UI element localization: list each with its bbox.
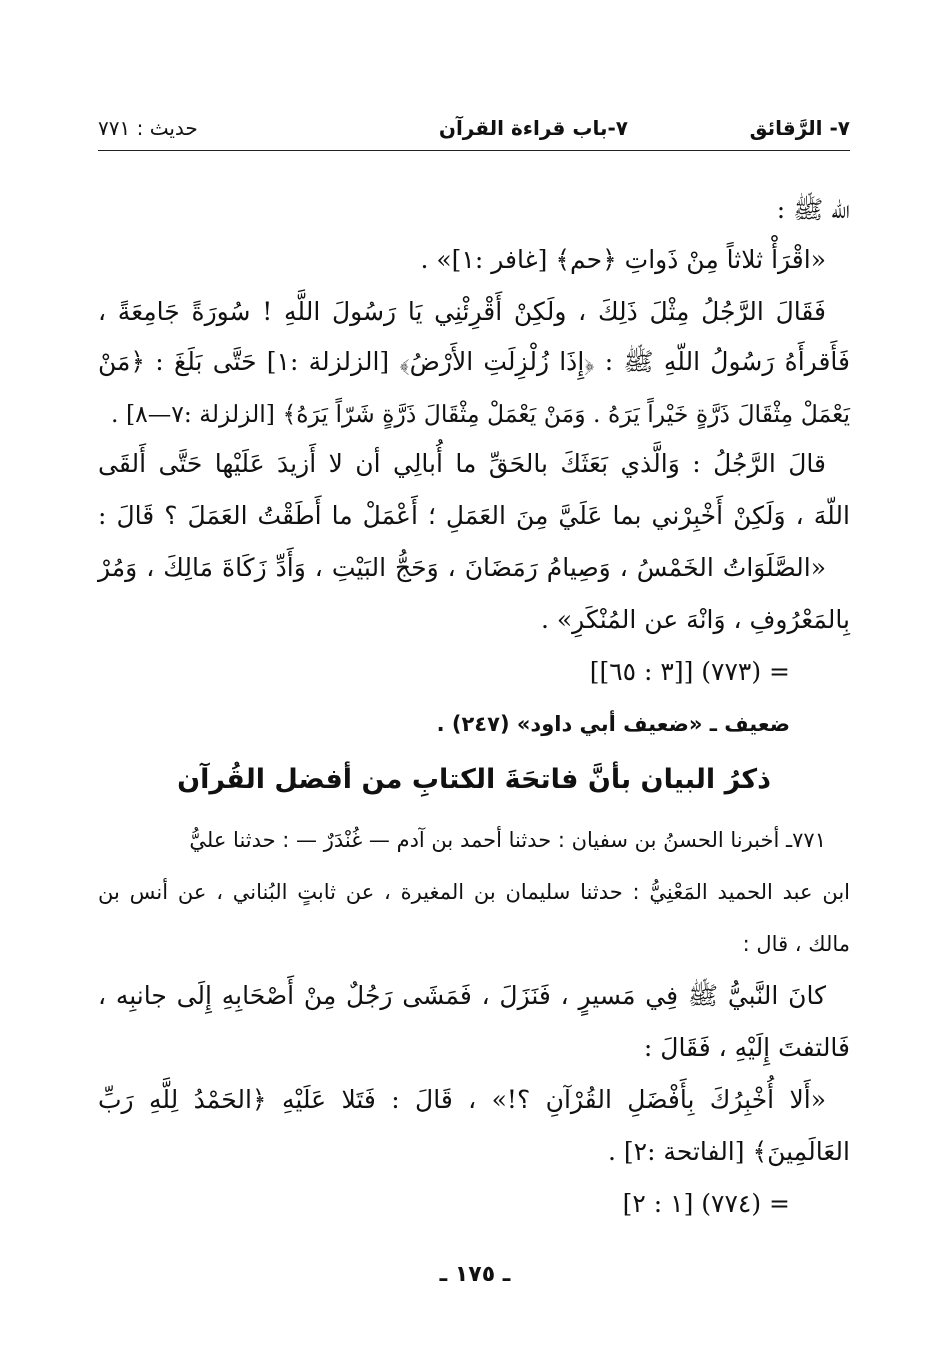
isnad-line: ابن عبد الحميد المَعْنِيُّ : حدثنا سليمان بن المغيرة ، عن ثابتٍ البُناني ، عن أنس بن	[98, 880, 850, 904]
hadith-grade: ضعيف ـ «ضعيف أبي داود» (٢٤٧) .	[436, 712, 790, 736]
text-line: «الصَّلَوَاتُ الخَمْسُ ، وَصِيامُ رَمَضَانَ ، وَحَجُّ البَيْتِ ، وَأَدِّ زَكَاةَ مَالِكَ ، وَمُرْ	[98, 553, 826, 582]
text-line: فَقَالَ الرَّجُلُ مِثْلَ ذَلِكَ ، ولَكِنْ أَقْرِئْنِي يَا رَسُولَ اللَّهِ ! سُورَةً جَامِعَةً ،	[98, 297, 826, 326]
hadith-number-header: حديث : ٧٧١	[98, 116, 198, 140]
text-line: «اقْرَأْ ثلاثاً مِنْ ذَواتِ ﴿حم﴾ [غافر :١]» .	[420, 245, 826, 274]
running-header	[98, 112, 850, 152]
text-line: كانَ النَّبيُّ ﷺ فِي مَسيرٍ ، فَنَزَلَ ، فَمَشَى رَجُلٌ مِنْ أَصْحَابِهِ إِلَى جانبِه ،	[98, 981, 826, 1010]
chapter-heading: ذكرُ البيان بأنَّ فاتحَةَ الكتابِ من أفضل القُرآن	[177, 764, 771, 795]
page-number: ـ ١٧٥ ـ	[439, 1262, 511, 1287]
text-line: اللّهَ ، وَلَكِنْ أَخْبِرْني بما عَلَيَّ مِنَ العَمَلِ ؛ أَعْمَلْ ما أَطَقْتُ العَمَلَ ؟ قَالَ :	[98, 501, 850, 530]
text-line: فَأَقرأَهُ رَسُولُ اللّهِ ﷺ : ﴿إِذَا زُلْزِلَتِ الأَرْضُ﴾ [الزلزلة :١] حَتَّى بَلَغَ : ﴿مَنْ	[98, 347, 850, 376]
isnad-line: مالك ، قال :	[742, 932, 850, 956]
section-title-header: ٧-باب قراءة القرآن	[438, 116, 628, 140]
text-line: اللّه ﷺ :	[776, 195, 850, 224]
isnad-line: ٧٧١ـ أخبرنا الحسنُ بن سفيان : حدثنا أحمد بن آدم — غُنْدَرٌ — : حدثنا عليُّ	[189, 828, 826, 852]
takhrij-ref: = (٧٧٤) [١ : ٢]	[622, 1189, 790, 1218]
text-line: العَالَمِينَ﴾ [الفاتحة :٢] .	[607, 1137, 850, 1166]
text-line: بِالمَعْرُوفِ ، وَانْهَ عن المُنْكَرِ» .	[540, 605, 850, 634]
text-line: «أَلا أُخْبِرُكَ بِأَفْضَلِ القُرْآنِ ؟!» ، قَالَ : فَتَلا عَلَيْهِ ﴿الحَمْدُ لِلَّهِ رَبِّ	[98, 1085, 826, 1114]
chapter-title: ٧- الرَّقائق	[749, 116, 850, 140]
text-line: فَالتفتَ إِلَيْهِ ، فَقَالَ :	[643, 1033, 850, 1062]
text-line: قالَ الرَّجُلُ : وَالَّذي بَعَثَكَ بالحَقِّ ما أُبالِي أن لا أَزيدَ عَلَيْها حَتَّى أَلقَى	[98, 449, 826, 478]
text-line: يَعْمَلْ مِثْقَالَ ذَرَّةٍ خَيْراً يَرَهُ . وَمَنْ يَعْمَلْ مِثْقَالَ ذَرَّةٍ شَرّاً يَرَهُ﴾ [الزلزلة :٧—٨] .	[111, 400, 850, 428]
takhrij-ref: = (٧٧٣) [[٣ : ٦٥]]	[589, 657, 790, 686]
header-divider	[98, 150, 850, 151]
